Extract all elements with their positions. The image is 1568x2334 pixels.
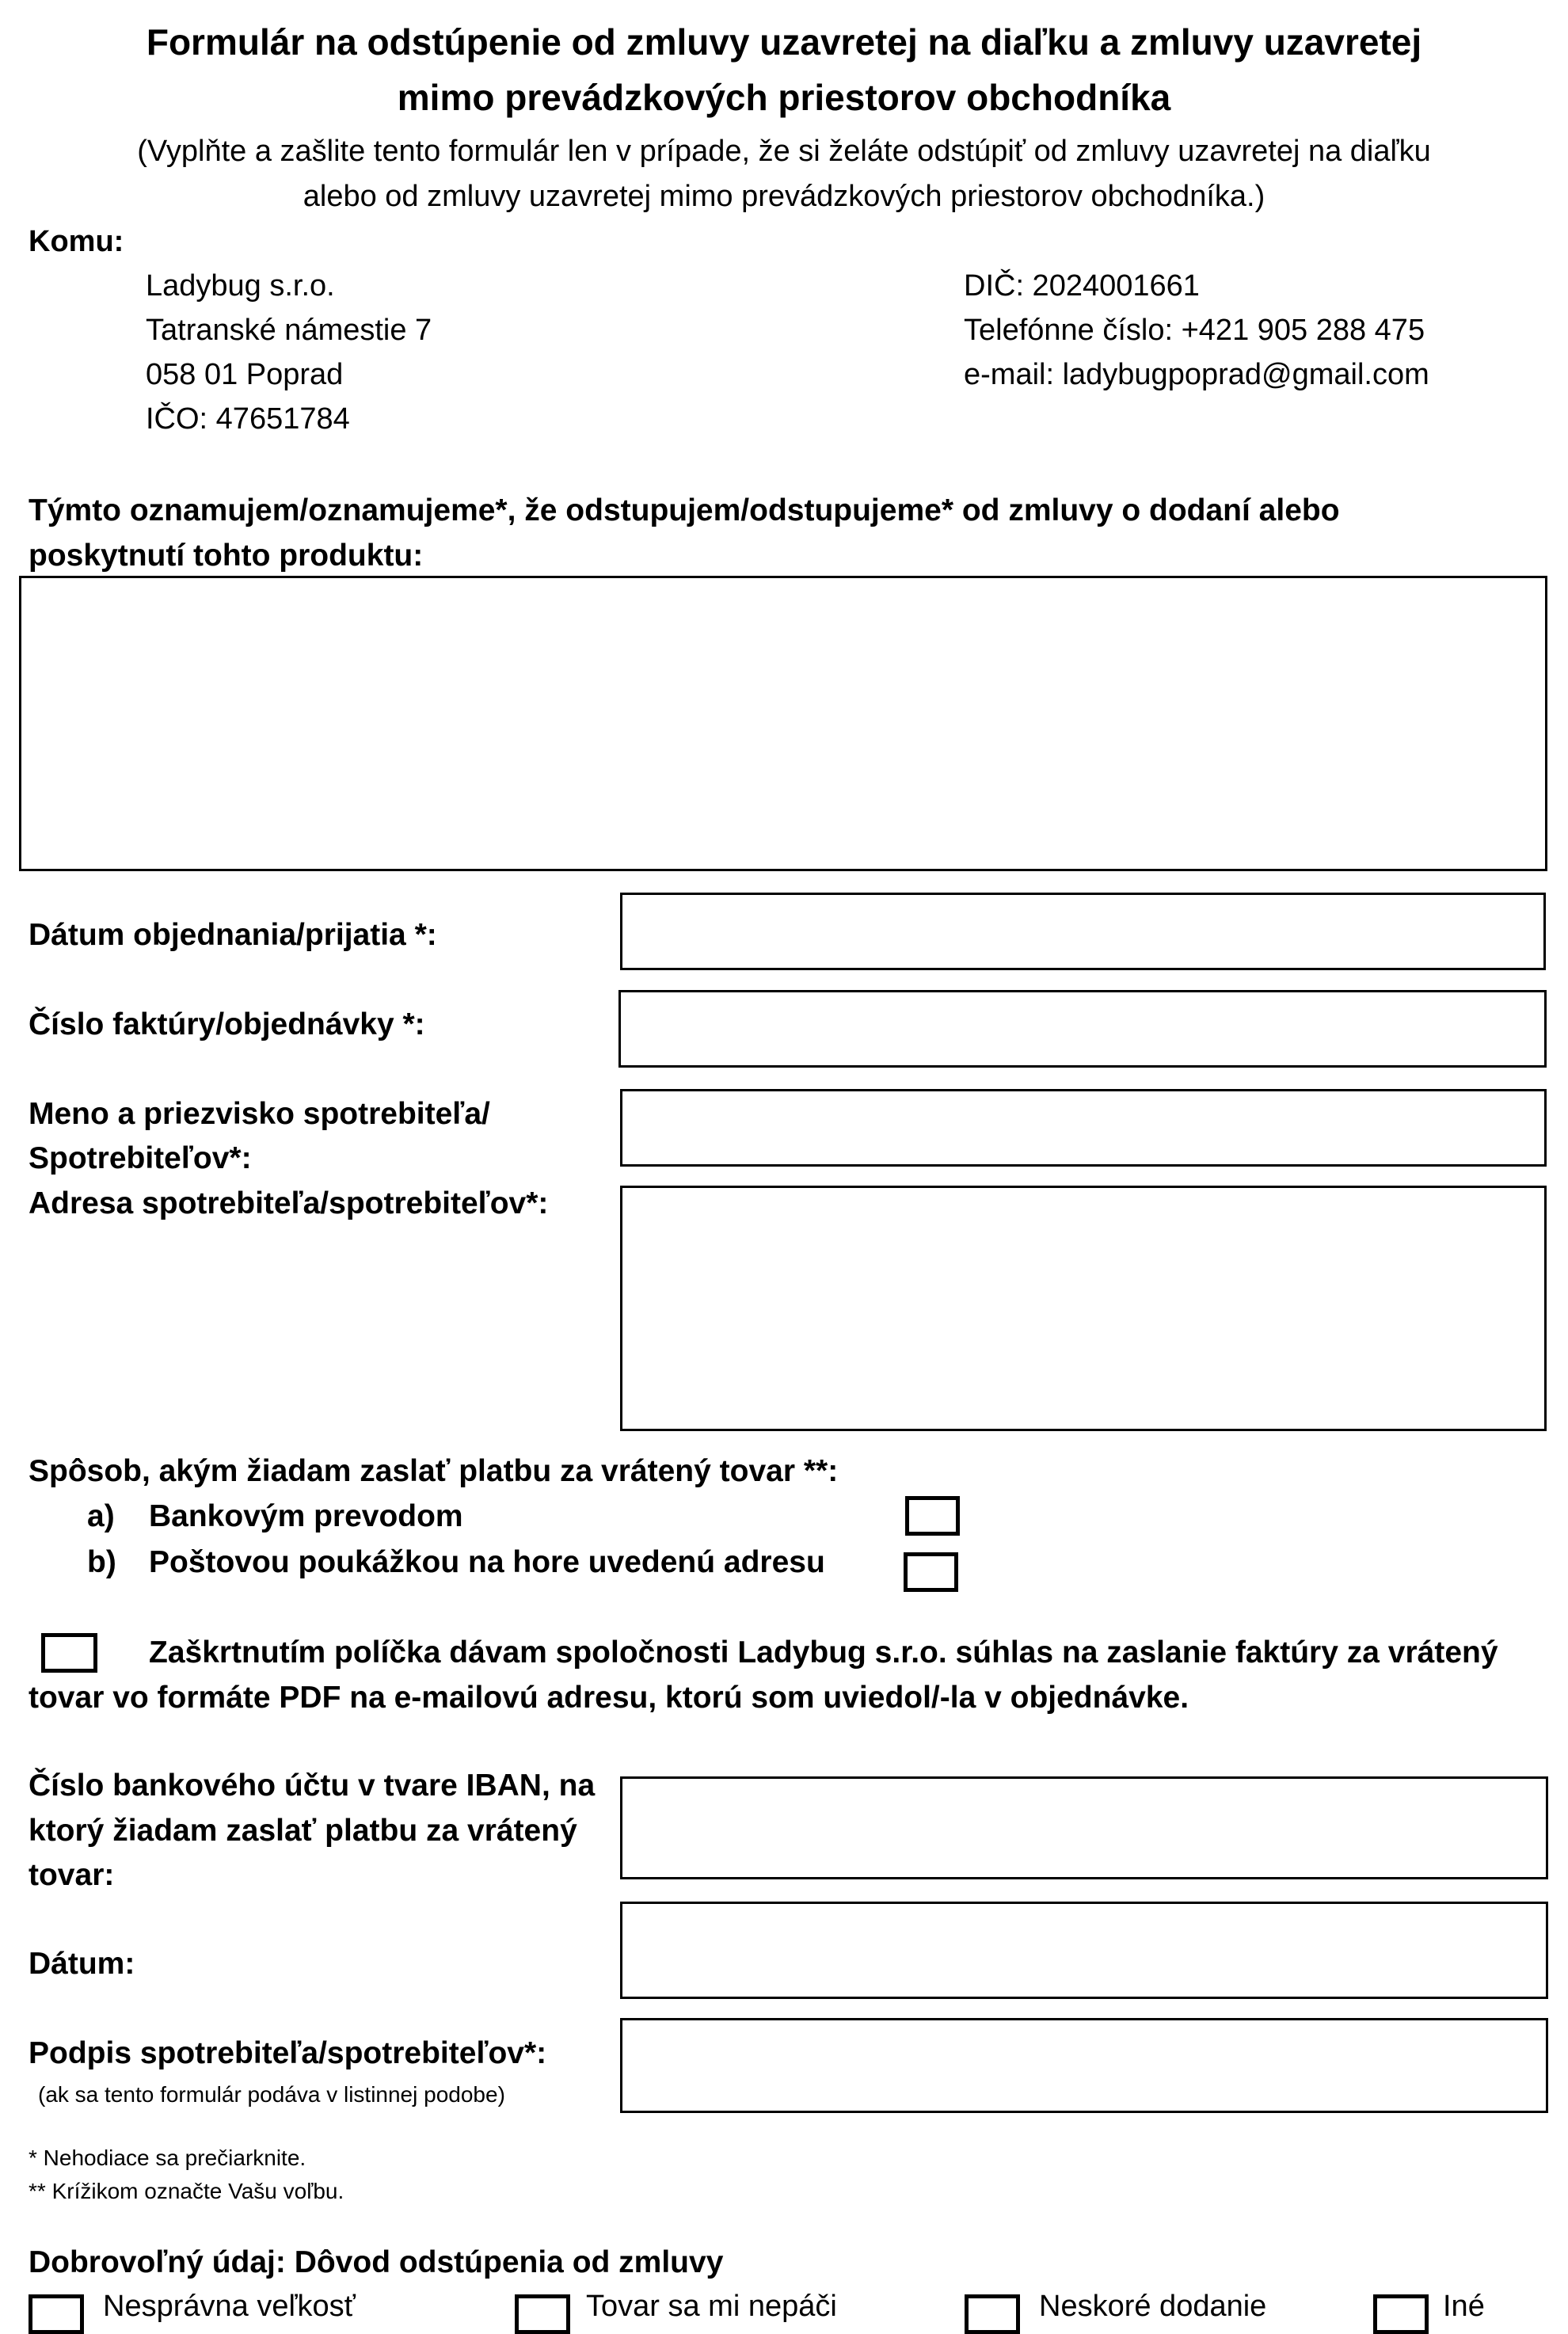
- pdf-invoice-consent-checkbox[interactable]: [41, 1633, 97, 1673]
- footnote-2: ** Krížikom označte Vašu voľbu.: [29, 2179, 344, 2203]
- consent-line2: tovar vo formáte PDF na e-mailovú adresu, ktorú som uviedol/-la v objednávke.: [29, 1681, 1189, 1715]
- bank-transfer-checkbox[interactable]: [905, 1496, 960, 1536]
- recipient-street: Tatranské námestie 7: [146, 314, 432, 347]
- order-date-input[interactable]: [620, 893, 1546, 970]
- recipient-phone: Telefónne číslo: +421 905 288 475: [964, 314, 1425, 347]
- product-textarea[interactable]: [19, 576, 1547, 871]
- payment-method-question: Spôsob, akým žiadam zaslať platbu za vrátený tovar **:: [29, 1454, 839, 1488]
- form-subtitle-line1: (Vyplňte a zašlite tento formulár len v prípade, že si želáte odstúpiť od zmluvy uzavretej na diaľku: [137, 135, 1431, 168]
- form-title-line2: mimo prevádzkových priestorov obchodníka: [397, 77, 1171, 118]
- customer-address-label: Adresa spotrebiteľa/spotrebiteľov*:: [29, 1186, 549, 1220]
- reason-wrong-size-label: Nesprávna veľkosť: [103, 2290, 356, 2323]
- iban-label-line1: Číslo bankového účtu v tvare IBAN, na: [29, 1769, 596, 1803]
- invoice-number-input[interactable]: [618, 990, 1547, 1068]
- form-subtitle-line2: alebo od zmluvy uzavretej mimo prevádzkových priestorov obchodníka.): [303, 180, 1265, 213]
- customer-name-label-line2: Spotrebiteľov*:: [29, 1141, 252, 1175]
- payment-option-a-label: Bankovým prevodom: [149, 1499, 463, 1533]
- reason-dislike-checkbox[interactable]: [515, 2294, 570, 2334]
- recipient-city: 058 01 Poprad: [146, 358, 344, 391]
- reason-dislike-label: Tovar sa mi nepáči: [586, 2290, 837, 2323]
- date-input[interactable]: [620, 1902, 1548, 1999]
- recipient-email: e-mail: ladybugpoprad@gmail.com: [964, 358, 1429, 391]
- reason-wrong-size-checkbox[interactable]: [29, 2294, 84, 2334]
- footnote-1: * Nehodiace sa prečiarknite.: [29, 2146, 306, 2170]
- iban-label-line2: ktorý žiadam zaslať platbu za vrátený: [29, 1814, 577, 1848]
- reason-late-delivery-label: Neskoré dodanie: [1039, 2290, 1267, 2323]
- customer-address-input[interactable]: [620, 1186, 1547, 1431]
- signature-note: (ak sa tento formulár podáva v listinnej podobe): [38, 2082, 505, 2107]
- signature-input[interactable]: [620, 2018, 1548, 2113]
- date-label: Dátum:: [29, 1947, 135, 1981]
- iban-label-line3: tovar:: [29, 1858, 115, 1892]
- consent-line1: Zaškrtnutím políčka dávam spoločnosti Ladybug s.r.o. súhlas na zaslanie faktúry za vrátený: [149, 1635, 1498, 1670]
- recipient-company: Ladybug s.r.o.: [146, 269, 335, 303]
- notice-line2: poskytnutí tohto produktu:: [29, 539, 424, 573]
- payment-option-b-label: Poštovou poukážkou na hore uvedenú adresu: [149, 1545, 825, 1579]
- signature-label: Podpis spotrebiteľa/spotrebiteľov*:: [29, 2036, 547, 2070]
- reason-heading: Dobrovoľný údaj: Dôvod odstúpenia od zmluvy: [29, 2245, 724, 2279]
- payment-option-b-letter: b): [87, 1545, 116, 1579]
- recipient-dic: DIČ: 2024001661: [964, 269, 1200, 303]
- customer-name-label-line1: Meno a priezvisko spotrebiteľa/: [29, 1097, 490, 1131]
- reason-other-label: Iné: [1443, 2290, 1485, 2323]
- recipient-ico: IČO: 47651784: [146, 402, 350, 436]
- notice-line1: Týmto oznamujem/oznamujeme*, že odstupujem/odstupujeme* od zmluvy o dodaní alebo: [29, 493, 1340, 527]
- invoice-number-label: Číslo faktúry/objednávky *:: [29, 1007, 425, 1041]
- reason-late-delivery-checkbox[interactable]: [965, 2294, 1020, 2334]
- postal-order-checkbox[interactable]: [904, 1552, 958, 1592]
- payment-option-a-letter: a): [87, 1499, 115, 1533]
- customer-name-input[interactable]: [620, 1089, 1547, 1167]
- recipient-label: Komu:: [29, 225, 124, 258]
- iban-input[interactable]: [620, 1776, 1548, 1879]
- form-title-line1: Formulár na odstúpenie od zmluvy uzavretej na diaľku a zmluvy uzavretej: [146, 21, 1422, 63]
- order-date-label: Dátum objednania/prijatia *:: [29, 918, 437, 952]
- reason-other-checkbox[interactable]: [1373, 2294, 1429, 2334]
